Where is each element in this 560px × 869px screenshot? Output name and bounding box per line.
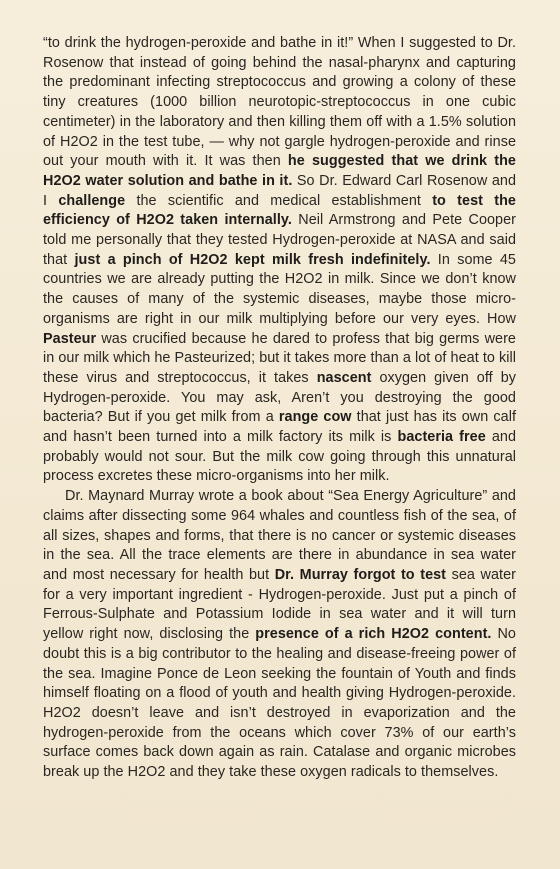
text-segment: was crucified because he dared to profess that big germs were in our milk which he Pasteurized; but it takes more than a lot of heat to kill these virus and streptococcus, it takes — [43, 330, 516, 386]
text-segment: oxygen given off by Hydrogen-peroxide. You may ask, Aren’t you destroying the good bacteria? But if you get milk from a — [43, 369, 516, 426]
text-segment: sea water for a very important ingredient - Hydrogen-peroxide. Just put a pinch of Ferrous-Sulphate and Potassium Iodide in sea water and it will turn yellow right now, disclosing the — [43, 566, 516, 643]
bold-text-segment: Pasteur — [43, 330, 97, 347]
bold-text-segment: presence of a rich H2O2 content. — [255, 626, 492, 643]
paragraph-2 — [43, 487, 516, 783]
text-segment: So Dr. Edward Carl Rosenow and I — [43, 172, 516, 209]
text-segment: No doubt this is a big contributor to the healing and disease-freeing power of the sea. Imagine Ponce de Leon seeking the fountain of Youth and finds himself floating on a flood of youth and health giving Hydrogen-peroxide. H2O2 doesn’t leave and isn’t destroyed in evaporization and the hydrogen-peroxide from the oceans which cover 73% of our earth’s surface comes back down again as rain. Catalase and organic microbes break up the H2O2 and they take these oxygen radicals to themselves. — [43, 626, 516, 781]
bold-text-segment: just a pinch of H2O2 kept milk fresh indefinitely. — [74, 251, 431, 268]
text-segment: “to drink the hydrogen-peroxide and bathe in it!” When I suggested to Dr. Rosenow that instead of going behind the nasal-pharynx and capturing the predominant infecting streptococcus and growing a colony of these tiny creatures (1000 billion neurotopic-streptococcus in one cubic centimeter) in the laboratory and then killing them off with a 1.5% solution of H2O2 in the test tube, — why not gargle hydrogen-peroxide and rinse out your mouth with it. It was then — [43, 35, 516, 170]
bold-text-segment: range cow — [278, 409, 352, 426]
bold-text-segment: to test the efficiency of H2O2 taken internally. — [43, 192, 516, 229]
text-segment: that just has its own calf and hasn’t been turned into a milk factory its milk is — [43, 409, 517, 446]
text-segment: Neil Armstrong and Pete Cooper told me personally that they tested Hydrogen-peroxide at NASA and said that — [43, 212, 516, 268]
bold-text-segment: he suggested that we drink the H2O2 water solution and bathe in it. — [43, 153, 516, 189]
text-segment: Dr. Maynard Murray wrote a book about “Sea Energy Agriculture” and claims after dissecting some 964 whales and countless fish of the sea, of all sizes, shapes and forms, that there is no cancer or systemic diseases in the sea. All the trace elements are there in abundance in sea water and most necessary for health but — [43, 488, 516, 583]
bold-text-segment: bacteria free — [397, 429, 486, 446]
bold-text-segment: nascent — [316, 369, 372, 386]
paragraph-1 — [43, 34, 516, 487]
bold-text-segment: Dr. Murray forgot to test — [274, 566, 447, 583]
bold-text-segment: challenge — [58, 192, 126, 209]
text-segment: the scientific and medical establishment — [125, 192, 433, 209]
text-segment: and probably would not sour. But the milk cow going through this unnatural process excretes these micro-organisms into her milk. — [43, 429, 516, 485]
text-segment: In some 45 countries we are already putting the H2O2 in milk. Since we don’t know the causes of many of the systemic diseases, maybe those micro-organisms are right in our milk multiplying before our very eyes. How — [43, 251, 516, 327]
